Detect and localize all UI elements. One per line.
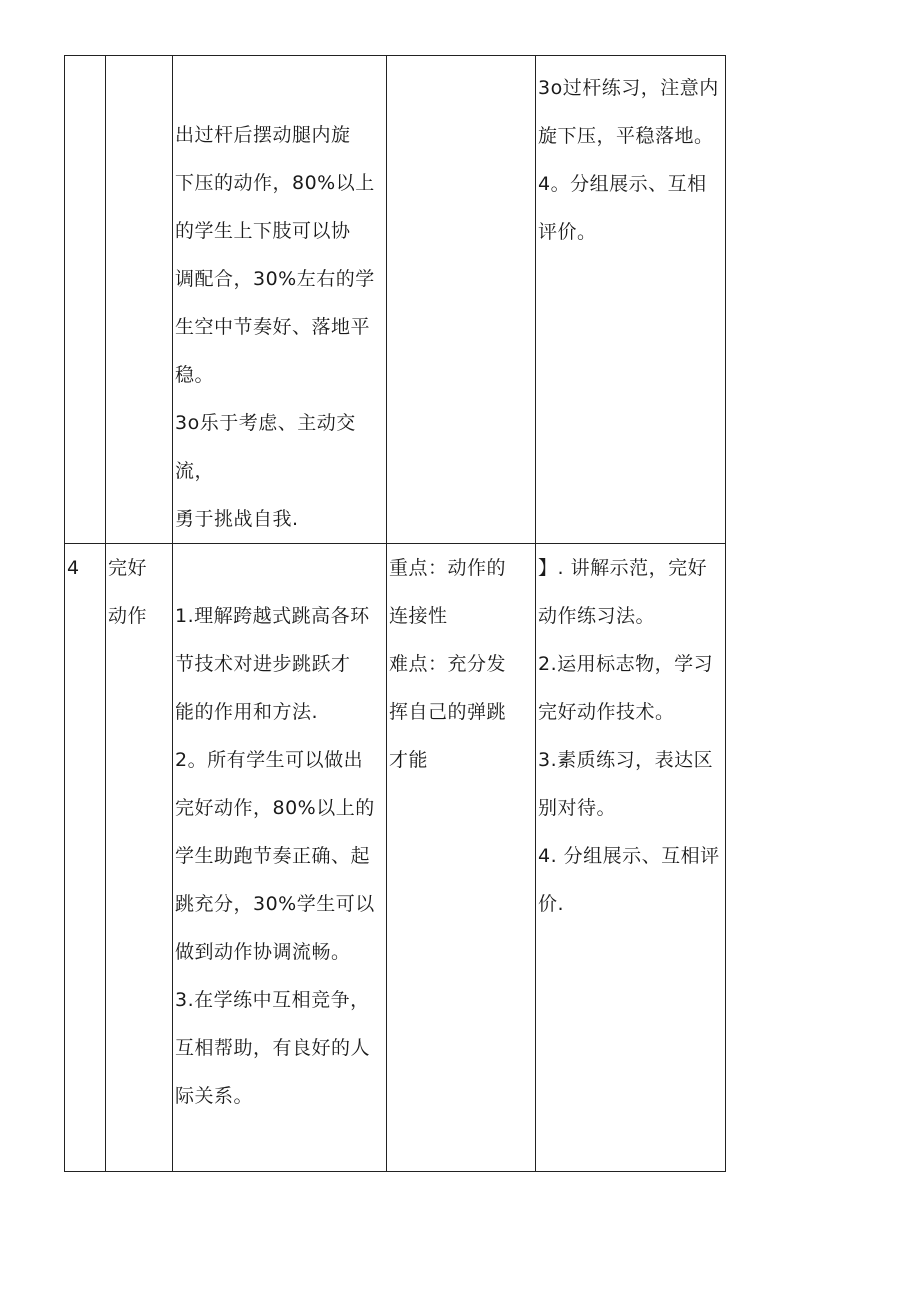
row-number-cell <box>65 56 106 544</box>
method-line: 4。分组展示、互相 <box>538 173 707 195</box>
goal-line: 互相帮助，有良好的人 <box>175 1037 371 1059</box>
row-number: 4 <box>67 557 80 579</box>
method-line: 动作练习法。 <box>538 605 656 627</box>
goal-line: 勇于挑战自我. <box>175 508 299 530</box>
method-line: 4. 分组展示、互相评 <box>538 845 720 867</box>
goals-cell <box>173 56 387 544</box>
goal-line: 做到动作协调流畅。 <box>175 941 351 963</box>
methods-cell <box>536 544 726 1172</box>
goal-line: 2。所有学生可以做出 <box>175 749 364 771</box>
method-line: 3o过杆练习，注意内 <box>538 77 719 99</box>
goal-line: 稳。 <box>175 364 215 386</box>
goal-line: 调配合，30%左右的学 <box>175 268 375 290</box>
method-line: 2.运用标志物，学习 <box>538 653 714 675</box>
row-number-cell <box>65 544 106 1172</box>
key-points-cell <box>387 544 536 1172</box>
key-point-line: 连接性 <box>389 605 448 627</box>
table-row <box>65 56 726 544</box>
goal-line: 的学生上下肢可以协 <box>175 220 351 242</box>
goal-line: 学生助跑节奏正确、起 <box>175 845 371 867</box>
method-line: 评价。 <box>538 221 597 243</box>
lesson-plan-table <box>64 55 726 1172</box>
goal-line: 际关系。 <box>175 1085 254 1107</box>
goals-cell <box>173 544 387 1172</box>
key-point-line: 难点：充分发 <box>389 653 507 675</box>
goal-line: 出过杆后摆动腿内旋 <box>175 124 351 146</box>
method-line: 价. <box>538 893 565 915</box>
key-point-line: 才能 <box>389 749 429 771</box>
goal-line: 完好动作，80%以上的 <box>175 797 375 819</box>
key-points-cell <box>387 56 536 544</box>
goal-line: 下压的动作，80%以上 <box>175 172 375 194</box>
content-name-line: 动作 <box>108 605 148 627</box>
content-name-cell <box>106 56 173 544</box>
goal-line: 1.理解跨越式跳高各环 <box>175 605 370 627</box>
method-line: 别对待。 <box>538 797 617 819</box>
goal-line: 节技术对进步跳跃才 <box>175 653 351 675</box>
goal-line: 3o乐于考虑、主动交流， <box>175 412 356 482</box>
goal-line: 跳充分，30%学生可以 <box>175 893 375 915</box>
goal-line: 3.在学练中互相竞争， <box>175 989 370 1011</box>
goal-line: 能的作用和方法. <box>175 701 319 723</box>
method-line: 3.素质练习，表达区 <box>538 749 714 771</box>
content-name-cell <box>106 544 173 1172</box>
table-row <box>65 544 726 1172</box>
content-name-line: 完好 <box>108 557 148 579</box>
method-line: 完好动作技术。 <box>538 701 675 723</box>
goal-line: 生空中节奏好、落地平 <box>175 316 371 338</box>
key-point-line: 挥自己的弹跳 <box>389 701 507 723</box>
key-point-line: 重点：动作的 <box>389 557 507 579</box>
method-line: 旋下压，平稳落地。 <box>538 125 714 147</box>
methods-cell <box>536 56 726 544</box>
method-line: 】. 讲解示范，完好 <box>538 557 708 579</box>
